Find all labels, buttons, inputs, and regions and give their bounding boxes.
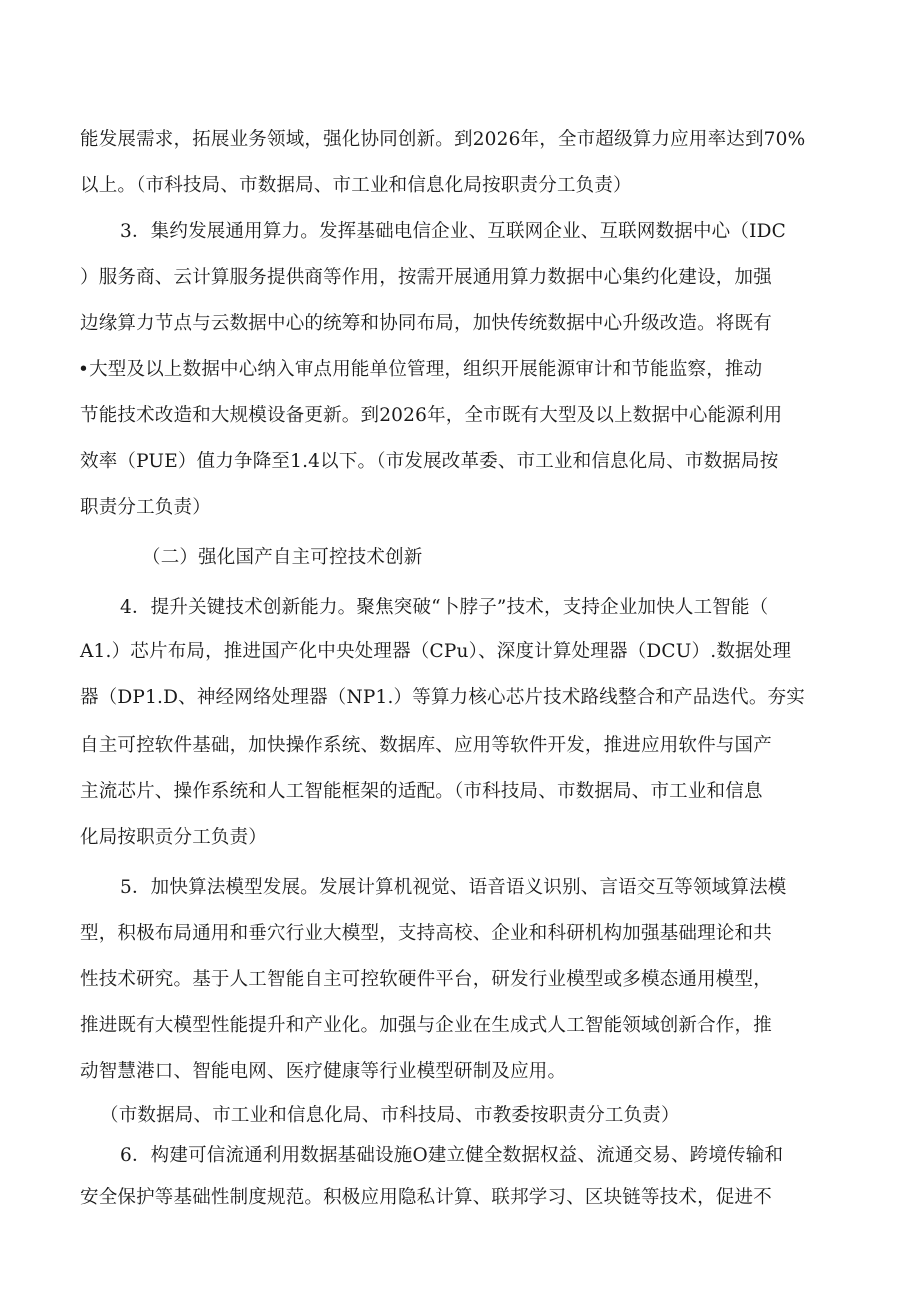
text-line: 职责分工负责） xyxy=(80,497,211,518)
text-line: 推进既有大模型性能提升和产业化。加强与企业在生成式人工智能领域创新合作，推 xyxy=(80,1015,772,1036)
text-line: 器（DP1.D、神经网络处理器（NP1.）等算力核心芯片技术路线整合和产品迭代。夯实 xyxy=(80,687,805,708)
text-line: 安全保护等基础性制度规范。积极应用隐私计算、联邦学习、区块链等技术，促进不 xyxy=(80,1187,772,1208)
paragraph-6-heading-line: 6．构建可信流通利用数据基础设施O建立健全数据权益、流通交易、跨境传输和 xyxy=(120,1145,784,1166)
text-line: •大型及以上数据中心纳入审点用能单位管理，组织开展能源审计和节能监察，推动 xyxy=(78,359,763,380)
text-line: 节能技术改造和大规模设备更新。到2026年，全市既有大型及以上数据中心能源利用 xyxy=(80,405,783,426)
section-heading: （二）强化国产自主可控技术创新 xyxy=(142,547,423,568)
text-line: 主流芯片、操作系统和人工智能框架的适配。（市科技局、市数据局、市工业和信息 xyxy=(80,781,763,802)
text-line: 边缘算力节点与云数据中心的统筹和协同布局，加快传统数据中心升级改造。将既有 xyxy=(80,313,772,334)
paragraph-4-heading-line: 4．提升关键技术创新能力。聚焦突破“卜脖子”技术，支持企业加快人工智能（ xyxy=(120,597,769,618)
text-line: A1.）芯片布局，推进国产化中央处理器（CPu）、深度计算处理器（DCU）.数据处理 xyxy=(80,641,792,662)
text-line: 型，积极布局通用和垂穴行业大模型，支持高校、企业和科研机构加强基础理论和共 xyxy=(80,923,772,944)
text-line: 性技术研究。基于人工智能自主可控软硬件平台，研发行业模型或多模态通用模型， xyxy=(80,969,772,990)
text-line: 效率（PUE）值力争降至1.4以下。（市发展改革委、市工业和信息化局、市数据局按 xyxy=(80,451,779,472)
text-line: 以上。（市科技局、市数据局、市工业和信息化局按职责分工负责） xyxy=(80,175,632,196)
text-line: 动智慧港口、智能电网、医疗健康等行业模型研制及应用。 xyxy=(80,1061,567,1082)
text-line: 能发展需求，拓展业务领域，强化协同创新。到2026年，全市超级算力应用率达到70% xyxy=(80,129,806,150)
responsibility-note: （市数据局、市工业和信息化局、市科技局、市教委按职责分工负责） xyxy=(100,1105,680,1126)
text-line: 自主可控软件基础，加快操作系统、数据库、应用等软件开发，推进应用软件与国产 xyxy=(80,735,772,756)
paragraph-5-heading-line: 5．加快算法模型发展。发展计算机视觉、语音语义识别、言语交互等领域算法模 xyxy=(120,877,787,898)
paragraph-3-heading-line: 3．集约发展通用算力。发挥基础电信企业、互联网企业、互联网数据中心（IDC xyxy=(120,221,786,242)
text-line: ）服务商、云计算服务提供商等作用，按需开展通用算力数据中心集约化建设，加强 xyxy=(80,267,772,288)
text-line: 化局按职贡分工负责） xyxy=(80,827,268,848)
